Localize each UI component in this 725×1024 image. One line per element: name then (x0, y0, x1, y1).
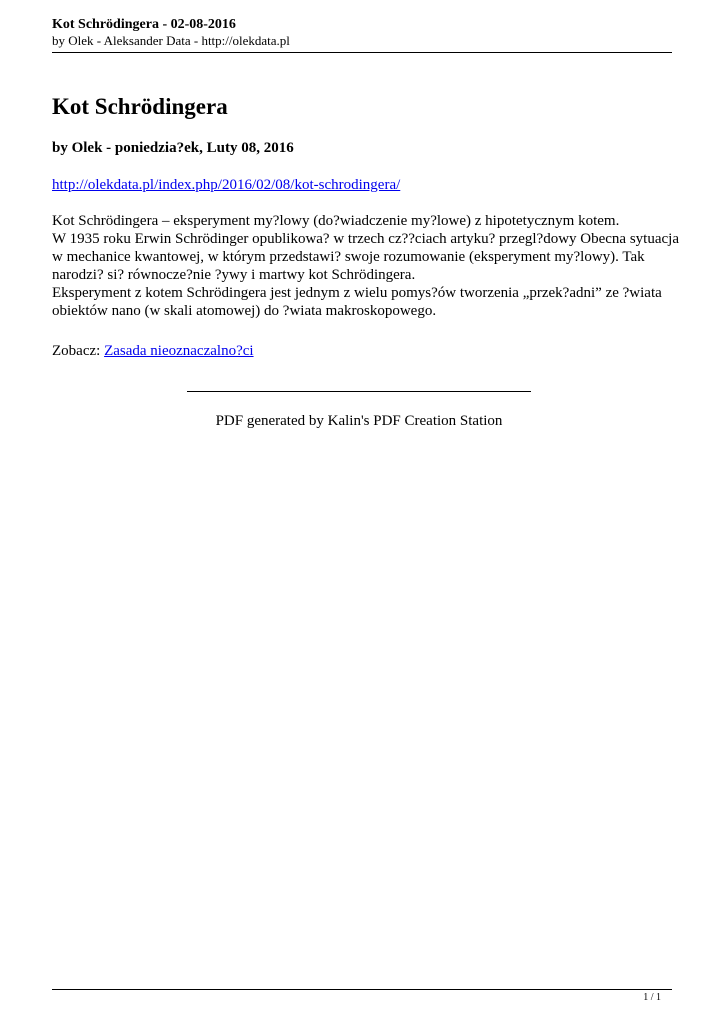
article-body (52, 212, 679, 320)
page-number: 1 / 1 (643, 992, 661, 1003)
see-also-link[interactable]: Zasada nieoznaczalno?ci (104, 343, 254, 359)
article-title: Kot Schrödingera (52, 94, 228, 119)
article-byline: by Olek - poniedzia?ek, Luty 08, 2016 (52, 140, 294, 156)
permalink-link[interactable]: http://olekdata.pl/index.php/2016/02/08/kot-schrodingera/ (52, 177, 401, 193)
body-line: W 1935 roku Erwin Schrödinger opublikowa? w trzech cz??ciach artyku? przegl?dowy Obecna sytuacja (52, 231, 679, 247)
see-also (52, 342, 254, 360)
body-line: w mechanice kwantowej, w którym przedstawi? swoje rozumowanie (eksperyment my?lowy). Tak (52, 249, 645, 265)
generator-note: PDF generated by Kalin's PDF Creation Station (215, 413, 503, 429)
permalink (52, 176, 400, 194)
see-also-label: Zobacz: (52, 343, 101, 359)
content-divider (187, 391, 531, 392)
body-line: narodzi? si? równocze?nie ?ywy i martwy kot Schrödingera. (52, 267, 416, 283)
body-line: Eksperyment z kotem Schrödingera jest jednym z wielu pomys?ów tworzenia „przek?adni” ze ?wiata (52, 285, 662, 301)
header-title: Kot Schrödingera - 02-08-2016 (52, 17, 236, 32)
header-divider (52, 52, 672, 53)
body-line: Kot Schrödingera – eksperyment my?lowy (do?wiadczenie my?lowe) z hipotetycznym kotem. (52, 213, 620, 229)
footer-divider (52, 989, 672, 990)
body-line: obiektów nano (w skali atomowej) do ?wiata makroskopowego. (52, 303, 437, 319)
header-subtitle: by Olek - Aleksander Data - http://olekdata.pl (52, 33, 290, 48)
page-header (52, 16, 672, 49)
